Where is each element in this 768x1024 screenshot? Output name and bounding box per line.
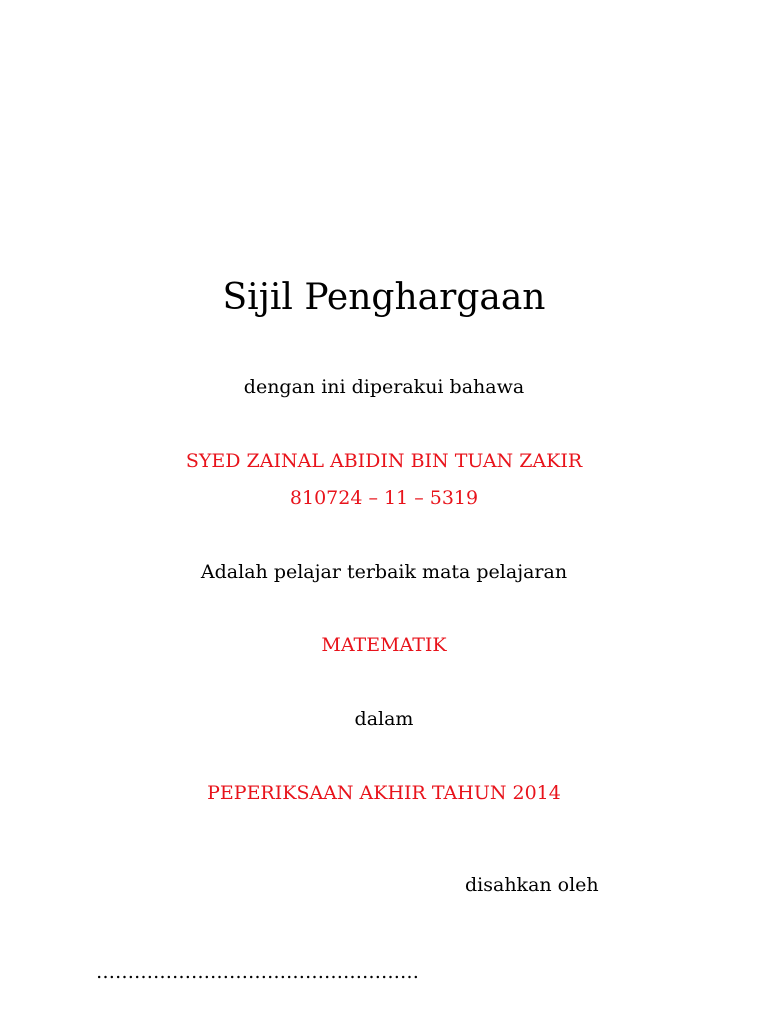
recipient-ic-number: 810724 – 11 – 5319 — [289, 487, 479, 509]
exam-name: PEPERIKSAAN AKHIR TAHUN 2014 — [207, 782, 561, 804]
recipient-name: SYED ZAINAL ABIDIN BIN TUAN ZAKIR — [185, 450, 583, 472]
statement-text: Adalah pelajar terbaik mata pelajaran — [200, 561, 568, 583]
intro-text: dengan ini diperakui bahawa — [243, 376, 525, 398]
connector-text: dalam — [354, 708, 414, 730]
signed-by-label: disahkan oleh — [465, 874, 599, 896]
certificate-title: Sijil Penghargaan — [222, 277, 546, 318]
signature-line: …………………………………………… — [96, 961, 419, 983]
subject-name: MATEMATIK — [321, 634, 447, 656]
